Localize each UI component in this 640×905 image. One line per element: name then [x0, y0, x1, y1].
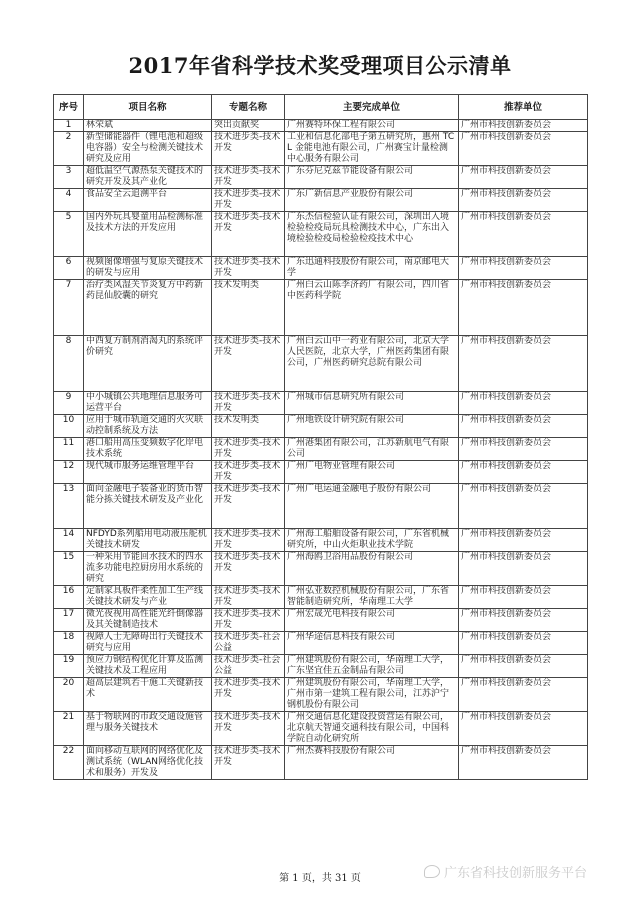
topic-name: 技术进步类-技术开发: [212, 609, 285, 632]
project-name: 面向移动互联网的网络优化及测试系统（WLAN网络优化技术和服务）开发及: [84, 746, 212, 780]
project-name: 现代城市服务运维管理平台: [84, 461, 212, 484]
project-name: 应用于城市轨道交通的火灾联动控制系统及方法: [84, 415, 212, 438]
main-units: 广东迅通科技股份有限公司，南京邮电大学: [285, 257, 459, 280]
main-units: 广东广新信息产业股份有限公司: [285, 189, 459, 212]
main-units: 广州广电运通金融电子股份有限公司: [285, 484, 459, 529]
row-number: 1: [54, 120, 84, 132]
topic-name: 技术进步类-技术开发: [212, 166, 285, 189]
header-project-name: 项目名称: [84, 95, 212, 120]
main-units: 广州弘亚数控机械股份有限公司，广东省智能制造研究所，华南理工大学: [285, 586, 459, 609]
main-units: 广州华途信息科技有限公司: [285, 632, 459, 655]
recommender: 广州市科技创新委员会: [459, 678, 588, 712]
topic-name: 技术进步类-技术开发: [212, 712, 285, 746]
table-row: [54, 746, 588, 780]
row-number: 9: [54, 392, 84, 415]
table-row: [54, 166, 588, 189]
recommender: 广州市科技创新委员会: [459, 166, 588, 189]
topic-name: 技术进步类-技术开发: [212, 484, 285, 529]
recommender: 广州市科技创新委员会: [459, 392, 588, 415]
row-number: 7: [54, 280, 84, 336]
project-name: 中小城镇公共地理信息服务可运营平台: [84, 392, 212, 415]
project-name: 视频图像增强与复原关键技术的研发与应用: [84, 257, 212, 280]
row-number: 19: [54, 655, 84, 678]
table-row: [54, 678, 588, 712]
topic-name: 技术发明类: [212, 280, 285, 336]
topic-name: 技术进步类-技术开发: [212, 132, 285, 166]
table-row: [54, 212, 588, 257]
main-units: 广州赛特环保工程有限公司: [285, 120, 459, 132]
header-topic: 专题名称: [212, 95, 285, 120]
row-number: 15: [54, 552, 84, 586]
table-row: [54, 438, 588, 461]
main-units: 广州海工船舶设备有限公司，广东省机械研究所，中山火炬职业技术学院: [285, 529, 459, 552]
table-row: [54, 655, 588, 678]
table-row: [54, 712, 588, 746]
row-number: 5: [54, 212, 84, 257]
project-table: [53, 94, 588, 780]
recommender: 广州市科技创新委员会: [459, 189, 588, 212]
page-title: 2017年省科学技术奖受理项目公示清单: [128, 53, 512, 78]
recommender: 广州市科技创新委员会: [459, 336, 588, 392]
main-units: 广州建筑股份有限公司，华南理工大学，广东坚宜佳五金制品有限公司: [285, 655, 459, 678]
row-number: 13: [54, 484, 84, 529]
table-row: [54, 415, 588, 438]
table-row: [54, 461, 588, 484]
topic-name: 技术进步类-技术开发: [212, 392, 285, 415]
main-units: 工业和信息化部电子第五研究所，惠州 TCL 金能电池有限公司，广州赛宝计量检测中心服务有限公司: [285, 132, 459, 166]
main-units: 广州白云山中一药业有限公司，北京大学人民医院，北京大学，广州医药集团有限公司，广州医药研究总院有限公司: [285, 336, 459, 392]
table-row: [54, 529, 588, 552]
table-row: [54, 280, 588, 336]
page-footer: 第 1 页，共 31 页: [279, 873, 361, 884]
topic-name: 技术进步类-技术开发: [212, 212, 285, 257]
recommender: 广州市科技创新委员会: [459, 586, 588, 609]
topic-name: 技术进步类-技术开发: [212, 189, 285, 212]
table-row: [54, 586, 588, 609]
row-number: 18: [54, 632, 84, 655]
table-row: [54, 392, 588, 415]
project-name: 中西复方制剂消渴丸的系统评价研究: [84, 336, 212, 392]
table-header-row: [54, 95, 588, 120]
table-row: [54, 484, 588, 529]
project-name: 港口船用高压变频数字化岸电技术系统: [84, 438, 212, 461]
main-units: 广州交通信息化建设投资营运有限公司，北京航天智通交通科技有限公司，中国科学院自动化研究所: [285, 712, 459, 746]
project-name: 治疗类风湿关节炎复方中药新药昆仙胶囊的研究: [84, 280, 212, 336]
recommender: 广州市科技创新委员会: [459, 655, 588, 678]
main-units: 广州宏晟光电科技有限公司: [285, 609, 459, 632]
topic-name: 技术进步类-技术开发: [212, 438, 285, 461]
row-number: 22: [54, 746, 84, 780]
project-name: 新型储能器件（锂电池和超级电容器）安全与检测关键技术研究及应用: [84, 132, 212, 166]
project-name: 定制家具板件柔性加工生产线关键技术研发与产业: [84, 586, 212, 609]
project-name: 预应力钢结构优化计算及监测关键技术及工程应用: [84, 655, 212, 678]
row-number: 3: [54, 166, 84, 189]
recommender: 广州市科技创新委员会: [459, 609, 588, 632]
main-units: 广州白云山陈李济药厂有限公司，四川省中医药科学院: [285, 280, 459, 336]
row-number: 6: [54, 257, 84, 280]
row-number: 2: [54, 132, 84, 166]
topic-name: 技术进步类-技术开发: [212, 746, 285, 780]
row-number: 10: [54, 415, 84, 438]
table-row: [54, 632, 588, 655]
topic-name: 技术进步类-技术开发: [212, 257, 285, 280]
main-units: 广州海鸥卫浴用品股份有限公司: [285, 552, 459, 586]
main-units: 广州建筑股份有限公司，华南理工大学，广州市第一建筑工程有限公司，江苏沪宁钢机股份有限公司: [285, 678, 459, 712]
project-name: 国内外玩具婴童用品检测标准及技术方法的开发应用: [84, 212, 212, 257]
table-row: [54, 336, 588, 392]
recommender: 广州市科技创新委员会: [459, 461, 588, 484]
recommender: 广州市科技创新委员会: [459, 529, 588, 552]
project-name: 林荣斌: [84, 120, 212, 132]
table-row: [54, 609, 588, 632]
recommender: 广州市科技创新委员会: [459, 132, 588, 166]
table-row: [54, 120, 588, 132]
topic-name: 技术进步类-技术开发: [212, 552, 285, 586]
row-number: 16: [54, 586, 84, 609]
main-units: 广州港集团有限公司，江苏新航电气有限公司: [285, 438, 459, 461]
wechat-icon: [424, 865, 440, 878]
watermark-text: 广东省科技创新服务平台: [444, 866, 588, 881]
table-row: [54, 132, 588, 166]
row-number: 20: [54, 678, 84, 712]
topic-name: 技术进步类-社会公益: [212, 632, 285, 655]
project-name: 超高层建筑若干施工关键新技术: [84, 678, 212, 712]
row-number: 4: [54, 189, 84, 212]
row-number: 17: [54, 609, 84, 632]
row-number: 21: [54, 712, 84, 746]
header-main-units: 主要完成单位: [285, 95, 459, 120]
topic-name: 技术进步类-技术开发: [212, 678, 285, 712]
main-units: 广东芬尼克兹节能设备有限公司: [285, 166, 459, 189]
watermark: [424, 862, 587, 881]
project-name: 微光夜视用高性能光纤倒像器及其关键制造技术: [84, 609, 212, 632]
header-recommender: 推荐单位: [459, 95, 588, 120]
row-number: 12: [54, 461, 84, 484]
recommender: 广州市科技创新委员会: [459, 257, 588, 280]
main-units: 广州杰赛科技股份有限公司: [285, 746, 459, 780]
recommender: 广州市科技创新委员会: [459, 438, 588, 461]
main-units: 广东杰信检验认证有限公司，深圳出入境检验检疫局玩具检测技术中心，广东出入境检验检疫局检验检疫技术中心: [285, 212, 459, 257]
topic-name: 技术进步类-技术开发: [212, 461, 285, 484]
table-row: [54, 257, 588, 280]
header-no: 序号: [54, 95, 84, 120]
project-name: 食品安全云追溯平台: [84, 189, 212, 212]
table-row: [54, 189, 588, 212]
project-name: 面向金融电子装备业的货币智能分拣关键技术研发及产业化: [84, 484, 212, 529]
main-units: 广州广电物业管理有限公司: [285, 461, 459, 484]
topic-name: 技术发明类: [212, 415, 285, 438]
recommender: 广州市科技创新委员会: [459, 552, 588, 586]
project-name: 一种采用节能回水技术的四水流多功能电控厨房用水系统的研究: [84, 552, 212, 586]
project-name: NFDYD系列船用电动液压舵机关键技术研发: [84, 529, 212, 552]
recommender: 广州市科技创新委员会: [459, 212, 588, 257]
recommender: 广州市科技创新委员会: [459, 120, 588, 132]
project-name: 基于物联网的市政交通设施管理与服务关键技术: [84, 712, 212, 746]
table-row: [54, 552, 588, 586]
recommender: 广州市科技创新委员会: [459, 712, 588, 746]
row-number: 11: [54, 438, 84, 461]
recommender: 广州市科技创新委员会: [459, 746, 588, 780]
topic-name: 技术进步类-技术开发: [212, 336, 285, 392]
recommender: 广州市科技创新委员会: [459, 632, 588, 655]
row-number: 8: [54, 336, 84, 392]
row-number: 14: [54, 529, 84, 552]
topic-name: 突出贡献奖: [212, 120, 285, 132]
project-name: 超低温空气源热泵关键技术的研究开发及其产业化: [84, 166, 212, 189]
topic-name: 技术进步类-技术开发: [212, 529, 285, 552]
main-units: 广州城市信息研究所有限公司: [285, 392, 459, 415]
recommender: 广州市科技创新委员会: [459, 484, 588, 529]
recommender: 广州市科技创新委员会: [459, 415, 588, 438]
topic-name: 技术进步类-技术开发: [212, 586, 285, 609]
main-units: 广州地铁设计研究院有限公司: [285, 415, 459, 438]
topic-name: 技术进步类-社会公益: [212, 655, 285, 678]
recommender: 广州市科技创新委员会: [459, 280, 588, 336]
project-name: 视障人士无障碍出行关键技术研究与应用: [84, 632, 212, 655]
